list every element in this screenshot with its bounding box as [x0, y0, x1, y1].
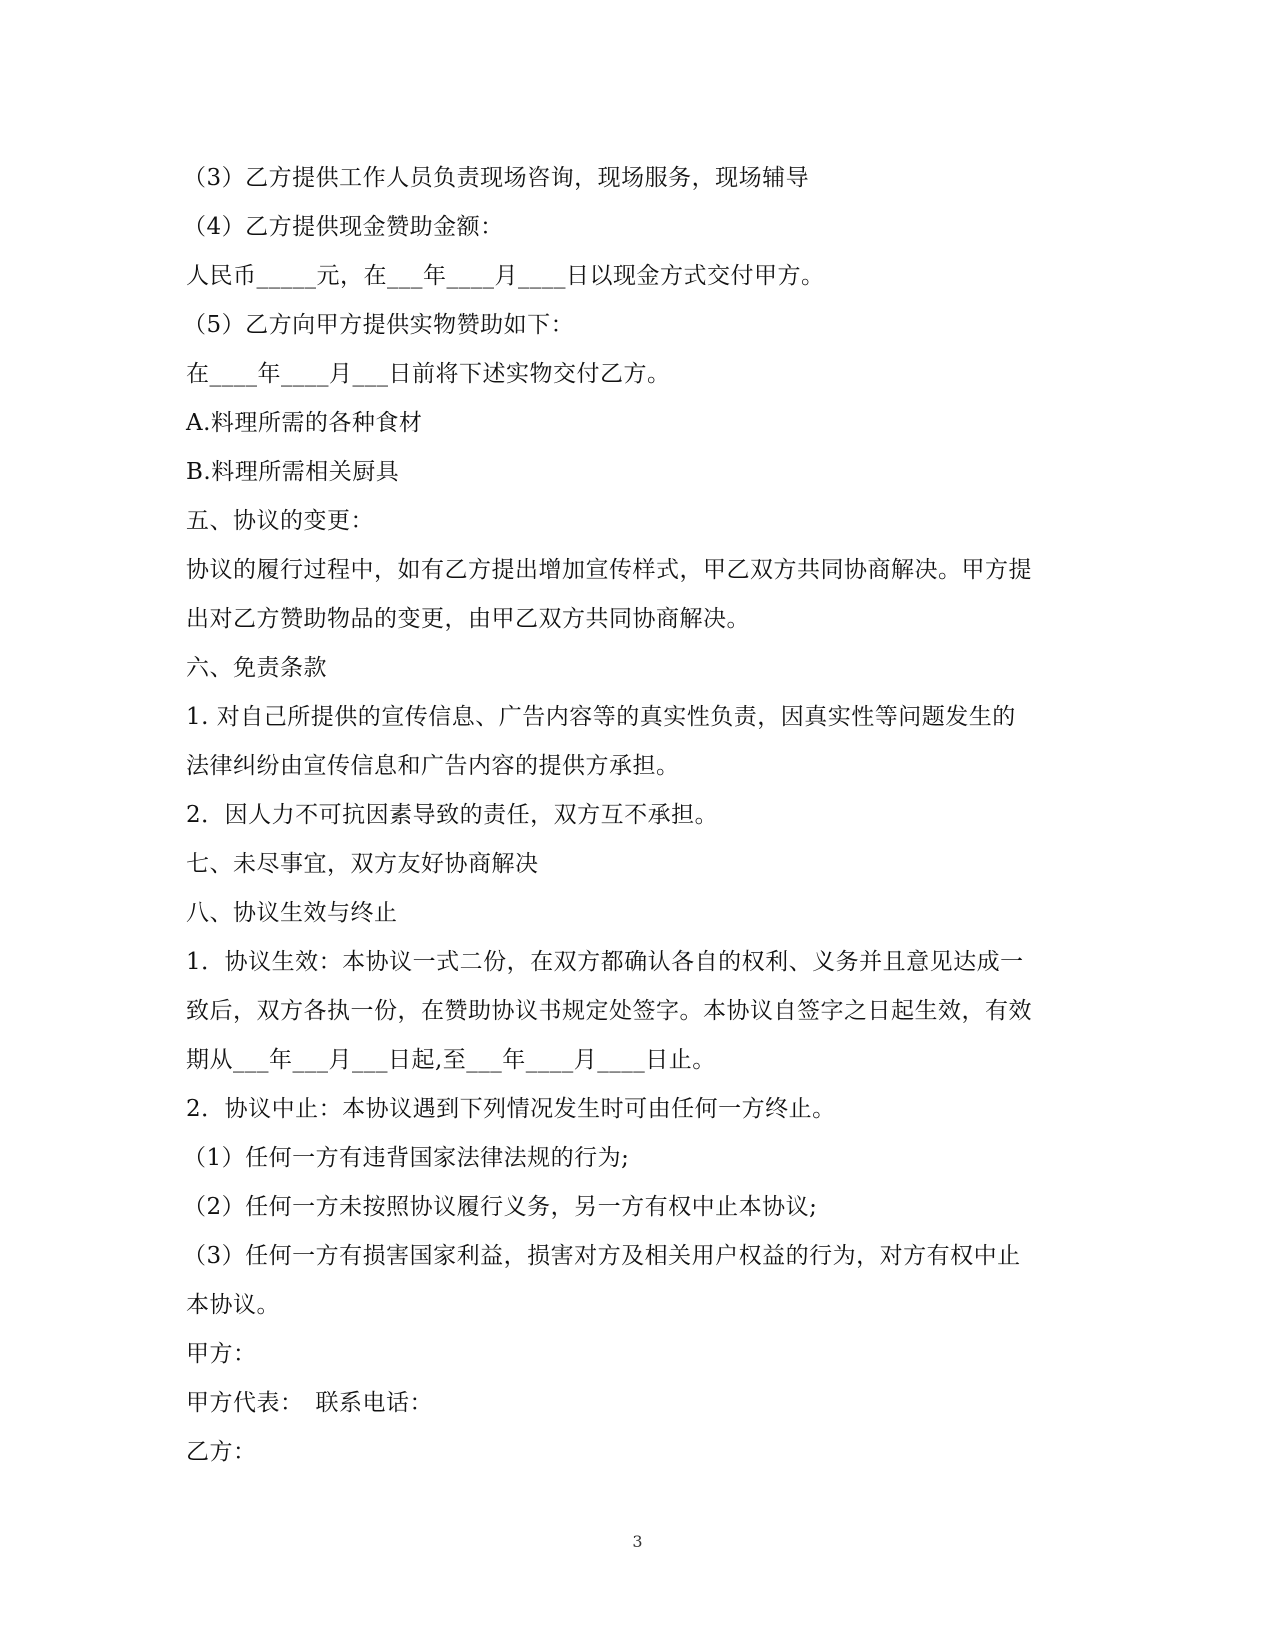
clause-line: （5）乙方向甲方提供实物赞助如下：: [183, 312, 575, 338]
clause-line: （2）任何一方未按照协议履行义务，另一方有权中止本协议;: [183, 1194, 818, 1220]
clause-line: 在____年____月___日前将下述实物交付乙方。: [186, 361, 671, 387]
clause-line: （3）任何一方有损害国家利益，损害对方及相关用户权益的行为，对方有权中止: [183, 1243, 1021, 1269]
section-heading: 六、免责条款: [186, 655, 327, 681]
section-heading: 五、协议的变更：: [186, 508, 374, 534]
section-heading: 七、未尽事宜，双方友好协商解决: [186, 851, 539, 877]
clause-line: 1. 对自己所提供的宣传信息、广告内容等的真实性负责，因真实性等问题发生的: [186, 704, 1016, 730]
clause-line: 法律纠纷由宣传信息和广告内容的提供方承担。: [186, 753, 680, 779]
signature-party-a-representative: 甲方代表： 联系电话：: [186, 1390, 433, 1416]
clause-line: 致后，双方各执一份，在赞助协议书规定处签字。本协议自签字之日起生效，有效: [186, 998, 1032, 1024]
clause-line: 人民币_____元，在___年____月____日以现金方式交付甲方。: [186, 263, 825, 289]
clause-line: 2．协议中止：本协议遇到下列情况发生时可由任何一方终止。: [186, 1096, 836, 1122]
clause-line: 2．因人力不可抗因素导致的责任，双方互不承担。: [186, 802, 719, 828]
agreement-body: [183, 154, 1086, 1477]
signature-party-b: 乙方：: [186, 1439, 257, 1465]
page-number: 3: [632, 1532, 643, 1551]
clause-line: A.料理所需的各种食材: [186, 410, 423, 436]
clause-line: 本协议。: [186, 1292, 280, 1318]
clause-line: B.料理所需相关厨具: [186, 459, 400, 485]
clause-line: 1．协议生效：本协议一式二份，在双方都确认各自的权利、义务并且意见达成一: [186, 949, 1024, 975]
clause-line: （4）乙方提供现金赞助金额：: [183, 214, 504, 240]
clause-line: 期从___年___月___日起,至___年____月____日止。: [186, 1047, 716, 1073]
signature-party-a: 甲方：: [186, 1341, 257, 1367]
clause-line: 出对乙方赞助物品的变更，由甲乙双方共同协商解决。: [186, 606, 750, 632]
section-heading: 八、协议生效与终止: [186, 900, 398, 926]
clause-line: （1）任何一方有违背国家法律法规的行为;: [183, 1145, 630, 1171]
clause-line: （3）乙方提供工作人员负责现场咨询，现场服务，现场辅导: [183, 165, 810, 191]
clause-line: 协议的履行过程中，如有乙方提出增加宣传样式，甲乙双方共同协商解决。甲方提: [186, 557, 1032, 583]
